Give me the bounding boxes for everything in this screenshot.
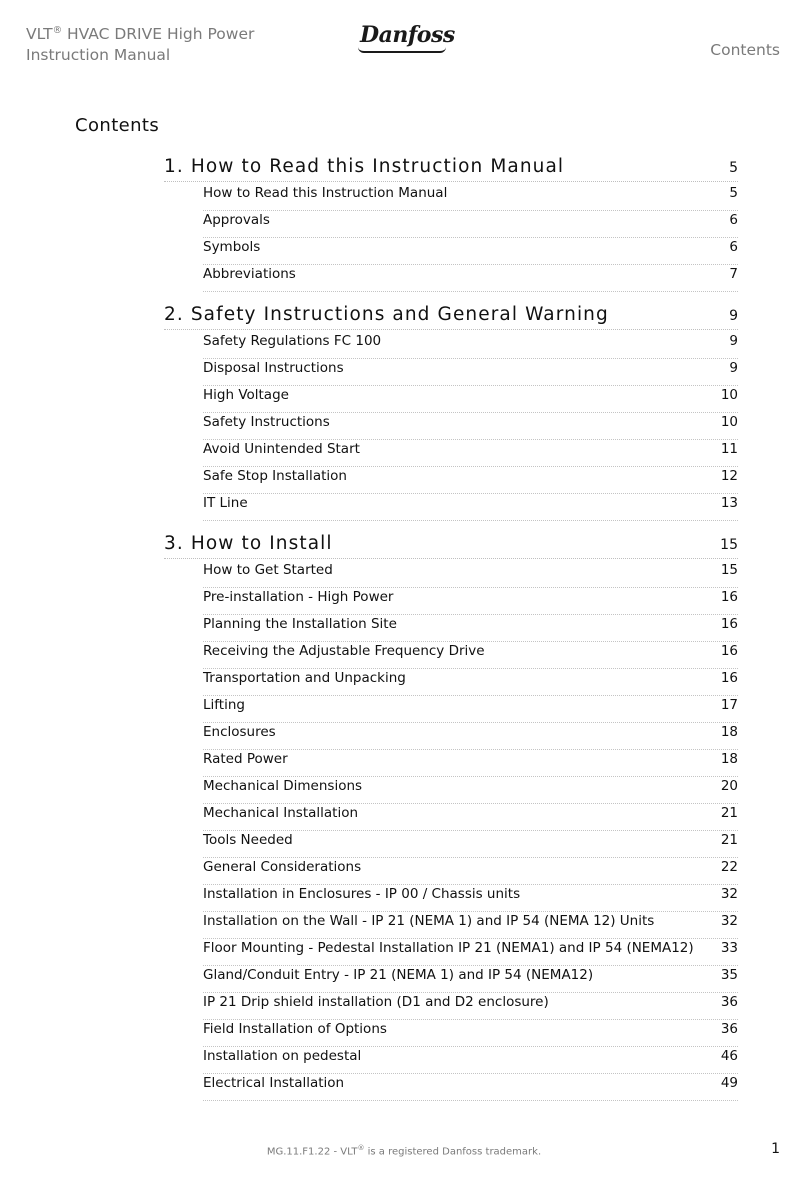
section-page-number: 16 (720, 589, 738, 605)
section-page-number: 9 (729, 333, 738, 349)
section-title: How to Get Started (203, 562, 333, 578)
toc-section-entry[interactable] (203, 670, 738, 696)
section-title: IT Line (203, 495, 248, 511)
toc-chapter-entry[interactable] (164, 156, 738, 182)
page-number: 1 (771, 1141, 780, 1157)
section-title: Enclosures (203, 724, 276, 740)
toc-section-entry[interactable] (203, 562, 738, 588)
header-section-label: Contents (710, 41, 780, 59)
chapter-title: 2. Safety Instructions and General Warning (164, 304, 609, 325)
toc-section-entry[interactable] (203, 1075, 738, 1101)
toc-section-entry[interactable] (203, 940, 738, 966)
chapter-page-number: 5 (729, 160, 738, 176)
toc-section-entry[interactable] (203, 778, 738, 804)
section-title: Symbols (203, 239, 261, 255)
chapter-page-number: 9 (729, 308, 738, 324)
section-page-number: 33 (720, 940, 738, 956)
danfoss-logo: Danfoss (360, 22, 455, 48)
section-title: Receiving the Adjustable Frequency Drive (203, 643, 485, 659)
section-title: Installation on pedestal (203, 1048, 362, 1064)
toc-section-entry[interactable] (203, 1048, 738, 1074)
product-name: VLT® HVAC DRIVE High Power (26, 25, 255, 43)
toc-section-entry[interactable] (203, 1021, 738, 1047)
section-title: Abbreviations (203, 266, 296, 282)
section-page-number: 36 (720, 994, 738, 1010)
section-page-number: 20 (720, 778, 738, 794)
section-title: Rated Power (203, 751, 288, 767)
toc-section-entry[interactable] (203, 333, 738, 359)
section-page-number: 36 (720, 1021, 738, 1037)
toc-section-entry[interactable] (203, 185, 738, 211)
footer-trademark: MG.11.F1.22 - VLT® is a registered Danfoss trademark. (266, 1144, 542, 1158)
section-page-number: 17 (720, 697, 738, 713)
chapter-title: 3. How to Install (164, 533, 333, 554)
running-header (26, 20, 254, 66)
section-page-number: 10 (720, 414, 738, 430)
section-title: IP 21 Drip shield installation (D1 and D2 enclosure) (203, 994, 549, 1010)
toc-section-entry[interactable] (203, 495, 738, 521)
toc-section-entry[interactable] (203, 832, 738, 858)
section-page-number: 11 (720, 441, 738, 457)
toc-section-entry[interactable] (203, 994, 738, 1020)
toc-chapter (164, 533, 738, 1101)
toc-section-entry[interactable] (203, 886, 738, 912)
section-page-number: 22 (720, 859, 738, 875)
toc-section-entry[interactable] (203, 967, 738, 993)
section-page-number: 7 (729, 266, 738, 282)
section-page-number: 13 (720, 495, 738, 511)
toc-section-entry[interactable] (203, 360, 738, 386)
toc-section-entry[interactable] (203, 441, 738, 467)
chapter-title: 1. How to Read this Instruction Manual (164, 156, 565, 177)
toc-section-entry[interactable] (203, 468, 738, 494)
toc-section-entry[interactable] (203, 414, 738, 440)
section-title: Safety Regulations FC 100 (203, 333, 382, 349)
section-page-number: 12 (720, 468, 738, 484)
toc-section-entry[interactable] (203, 643, 738, 669)
toc-section-entry[interactable] (203, 859, 738, 885)
toc-chapter (164, 304, 738, 521)
section-title: Gland/Conduit Entry - IP 21 (NEMA 1) and IP 54 (NEMA12) (203, 967, 594, 983)
section-title: Transportation and Unpacking (203, 670, 406, 686)
section-title: Safety Instructions (203, 414, 330, 430)
section-page-number: 6 (729, 239, 738, 255)
section-title: Disposal Instructions (203, 360, 344, 376)
section-page-number: 16 (720, 616, 738, 632)
section-page-number: 35 (720, 967, 738, 983)
section-title: Planning the Installation Site (203, 616, 397, 632)
manual-subtitle: Instruction Manual (26, 46, 171, 64)
logo-swash-icon (358, 47, 446, 53)
section-title: Installation in Enclosures - IP 00 / Chassis units (203, 886, 521, 902)
section-page-number: 46 (720, 1048, 738, 1064)
toc-section-entry[interactable] (203, 724, 738, 750)
section-title: Mechanical Dimensions (203, 778, 363, 794)
toc-section-entry[interactable] (203, 616, 738, 642)
toc-section-entry[interactable] (203, 589, 738, 615)
toc-chapter-entry[interactable] (164, 304, 738, 330)
section-page-number: 9 (729, 360, 738, 376)
section-title: How to Read this Instruction Manual (203, 185, 448, 201)
section-page-number: 18 (720, 751, 738, 767)
section-page-number: 21 (720, 805, 738, 821)
section-title: Tools Needed (203, 832, 293, 848)
toc-section-entry[interactable] (203, 387, 738, 413)
toc-chapter-entry[interactable] (164, 533, 738, 559)
section-page-number: 32 (720, 886, 738, 902)
toc-chapter (164, 156, 738, 292)
section-title: Pre-installation - High Power (203, 589, 394, 605)
table-of-contents (164, 156, 738, 1113)
page-title: Contents (75, 115, 160, 136)
toc-section-entry[interactable] (203, 266, 738, 292)
toc-section-entry[interactable] (203, 751, 738, 777)
toc-section-entry[interactable] (203, 697, 738, 723)
section-title: Electrical Installation (203, 1075, 345, 1091)
section-page-number: 21 (720, 832, 738, 848)
section-page-number: 32 (720, 913, 738, 929)
section-title: Safe Stop Installation (203, 468, 347, 484)
section-title: Floor Mounting - Pedestal Installation IP 21 (NEMA1) and IP 54 (NEMA12) (203, 940, 694, 956)
toc-section-entry[interactable] (203, 913, 738, 939)
section-page-number: 6 (729, 212, 738, 228)
section-title: Mechanical Installation (203, 805, 359, 821)
section-page-number: 49 (720, 1075, 738, 1091)
section-page-number: 10 (720, 387, 738, 403)
section-page-number: 16 (720, 643, 738, 659)
section-title: High Voltage (203, 387, 289, 403)
section-title: Avoid Unintended Start (203, 441, 360, 457)
toc-section-entry[interactable] (203, 212, 738, 238)
section-title: General Considerations (203, 859, 362, 875)
section-title: Lifting (203, 697, 245, 713)
toc-section-entry[interactable] (203, 239, 738, 265)
section-page-number: 5 (729, 185, 738, 201)
section-page-number: 15 (720, 562, 738, 578)
section-title: Field Installation of Options (203, 1021, 387, 1037)
section-page-number: 16 (720, 670, 738, 686)
section-page-number: 18 (720, 724, 738, 740)
toc-section-entry[interactable] (203, 805, 738, 831)
section-title: Installation on the Wall - IP 21 (NEMA 1) and IP 54 (NEMA 12) Units (203, 913, 655, 929)
chapter-page-number: 15 (720, 537, 738, 553)
section-title: Approvals (203, 212, 270, 228)
